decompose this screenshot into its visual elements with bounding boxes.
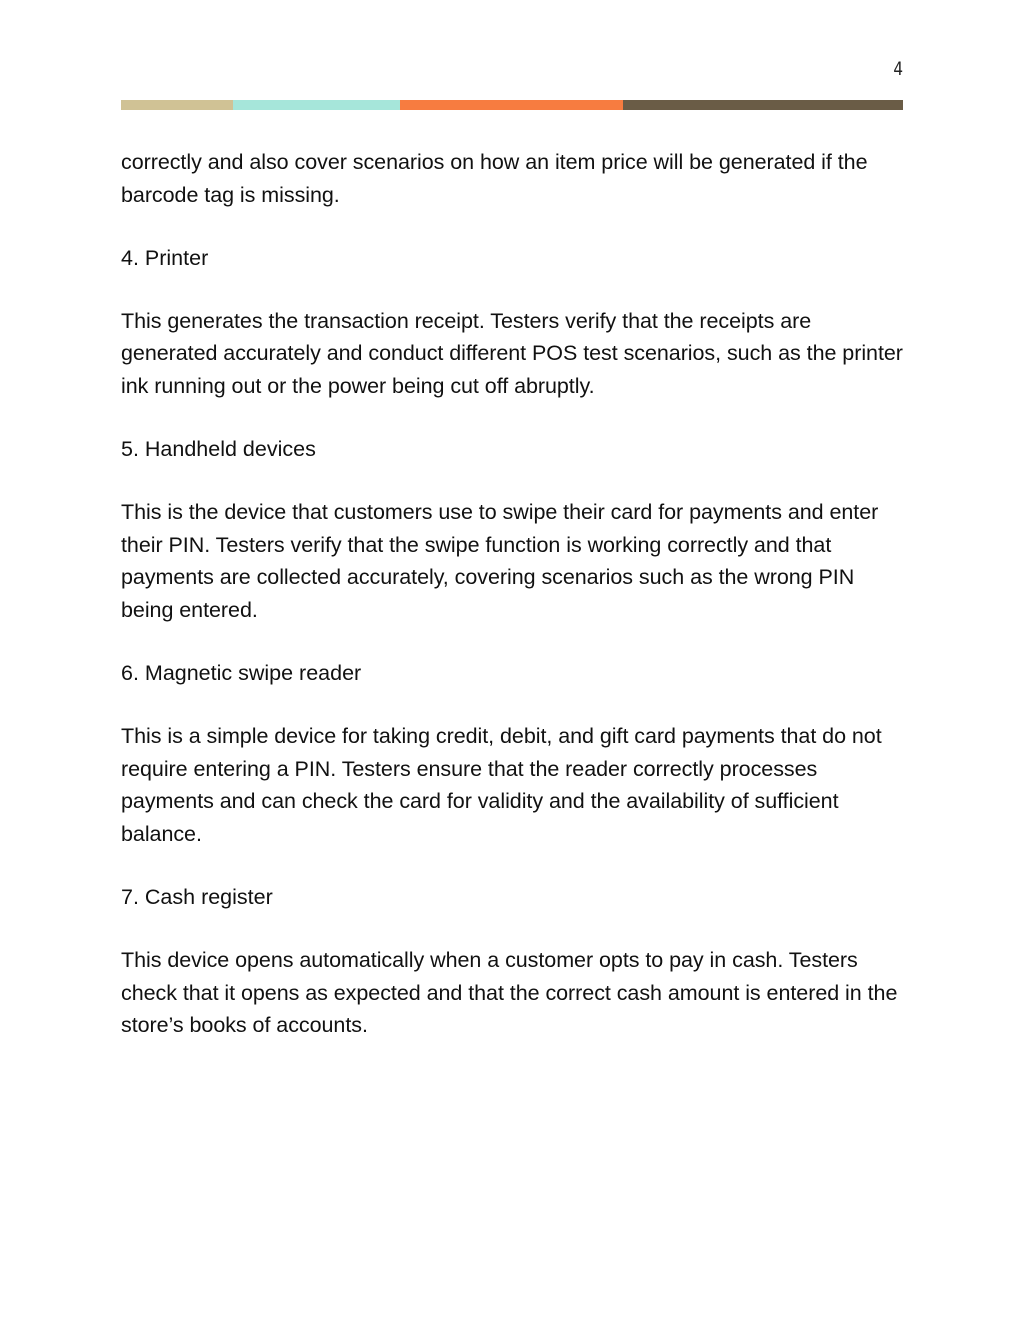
color-bar-segment-mint [233,100,400,110]
paragraph-cash-register: This device opens automatically when a customer opts to pay in cash. Testers check that it opens as expected and that the correct cash amount is entered in the store’s books of accounts. [121,948,898,1038]
paragraph-magnetic-swipe-reader: This is a simple device for taking credit, debit, and gift card payments that do not require entering a PIN. Testers ensure that the reader correctly processes payments and can check the card for validity and the availability of sufficient balance. [121,724,882,846]
color-bar-segment-tan [121,100,233,110]
paragraph-barcode-continuation: correctly and also cover scenarios on how an item price will be generated if the barcode tag is missing. [121,150,868,207]
decorative-color-bar [121,100,903,110]
color-bar-segment-brown [623,100,903,110]
document-body [121,146,911,1072]
paragraph-printer: This generates the transaction receipt. Testers verify that the receipts are generated accurately and conduct different POS test scenarios, such as the printer ink running out or the power being cut off abruptly. [121,308,903,398]
heading-magnetic-swipe-reader: 6. Magnetic swipe reader [121,661,362,686]
paragraph-handheld-devices: This is the device that customers use to swipe their card for payments and enter their PIN. Testers verify that the swipe function is working correctly and that payments are collected accurately, covering scenarios such as the wrong PIN being entered. [121,500,879,622]
heading-printer: 4. Printer [121,245,209,270]
heading-handheld-devices: 5. Handheld devices [121,437,316,462]
page-number: 4 [893,58,903,80]
heading-cash-register: 7. Cash register [121,885,273,909]
color-bar-segment-orange [400,100,623,110]
